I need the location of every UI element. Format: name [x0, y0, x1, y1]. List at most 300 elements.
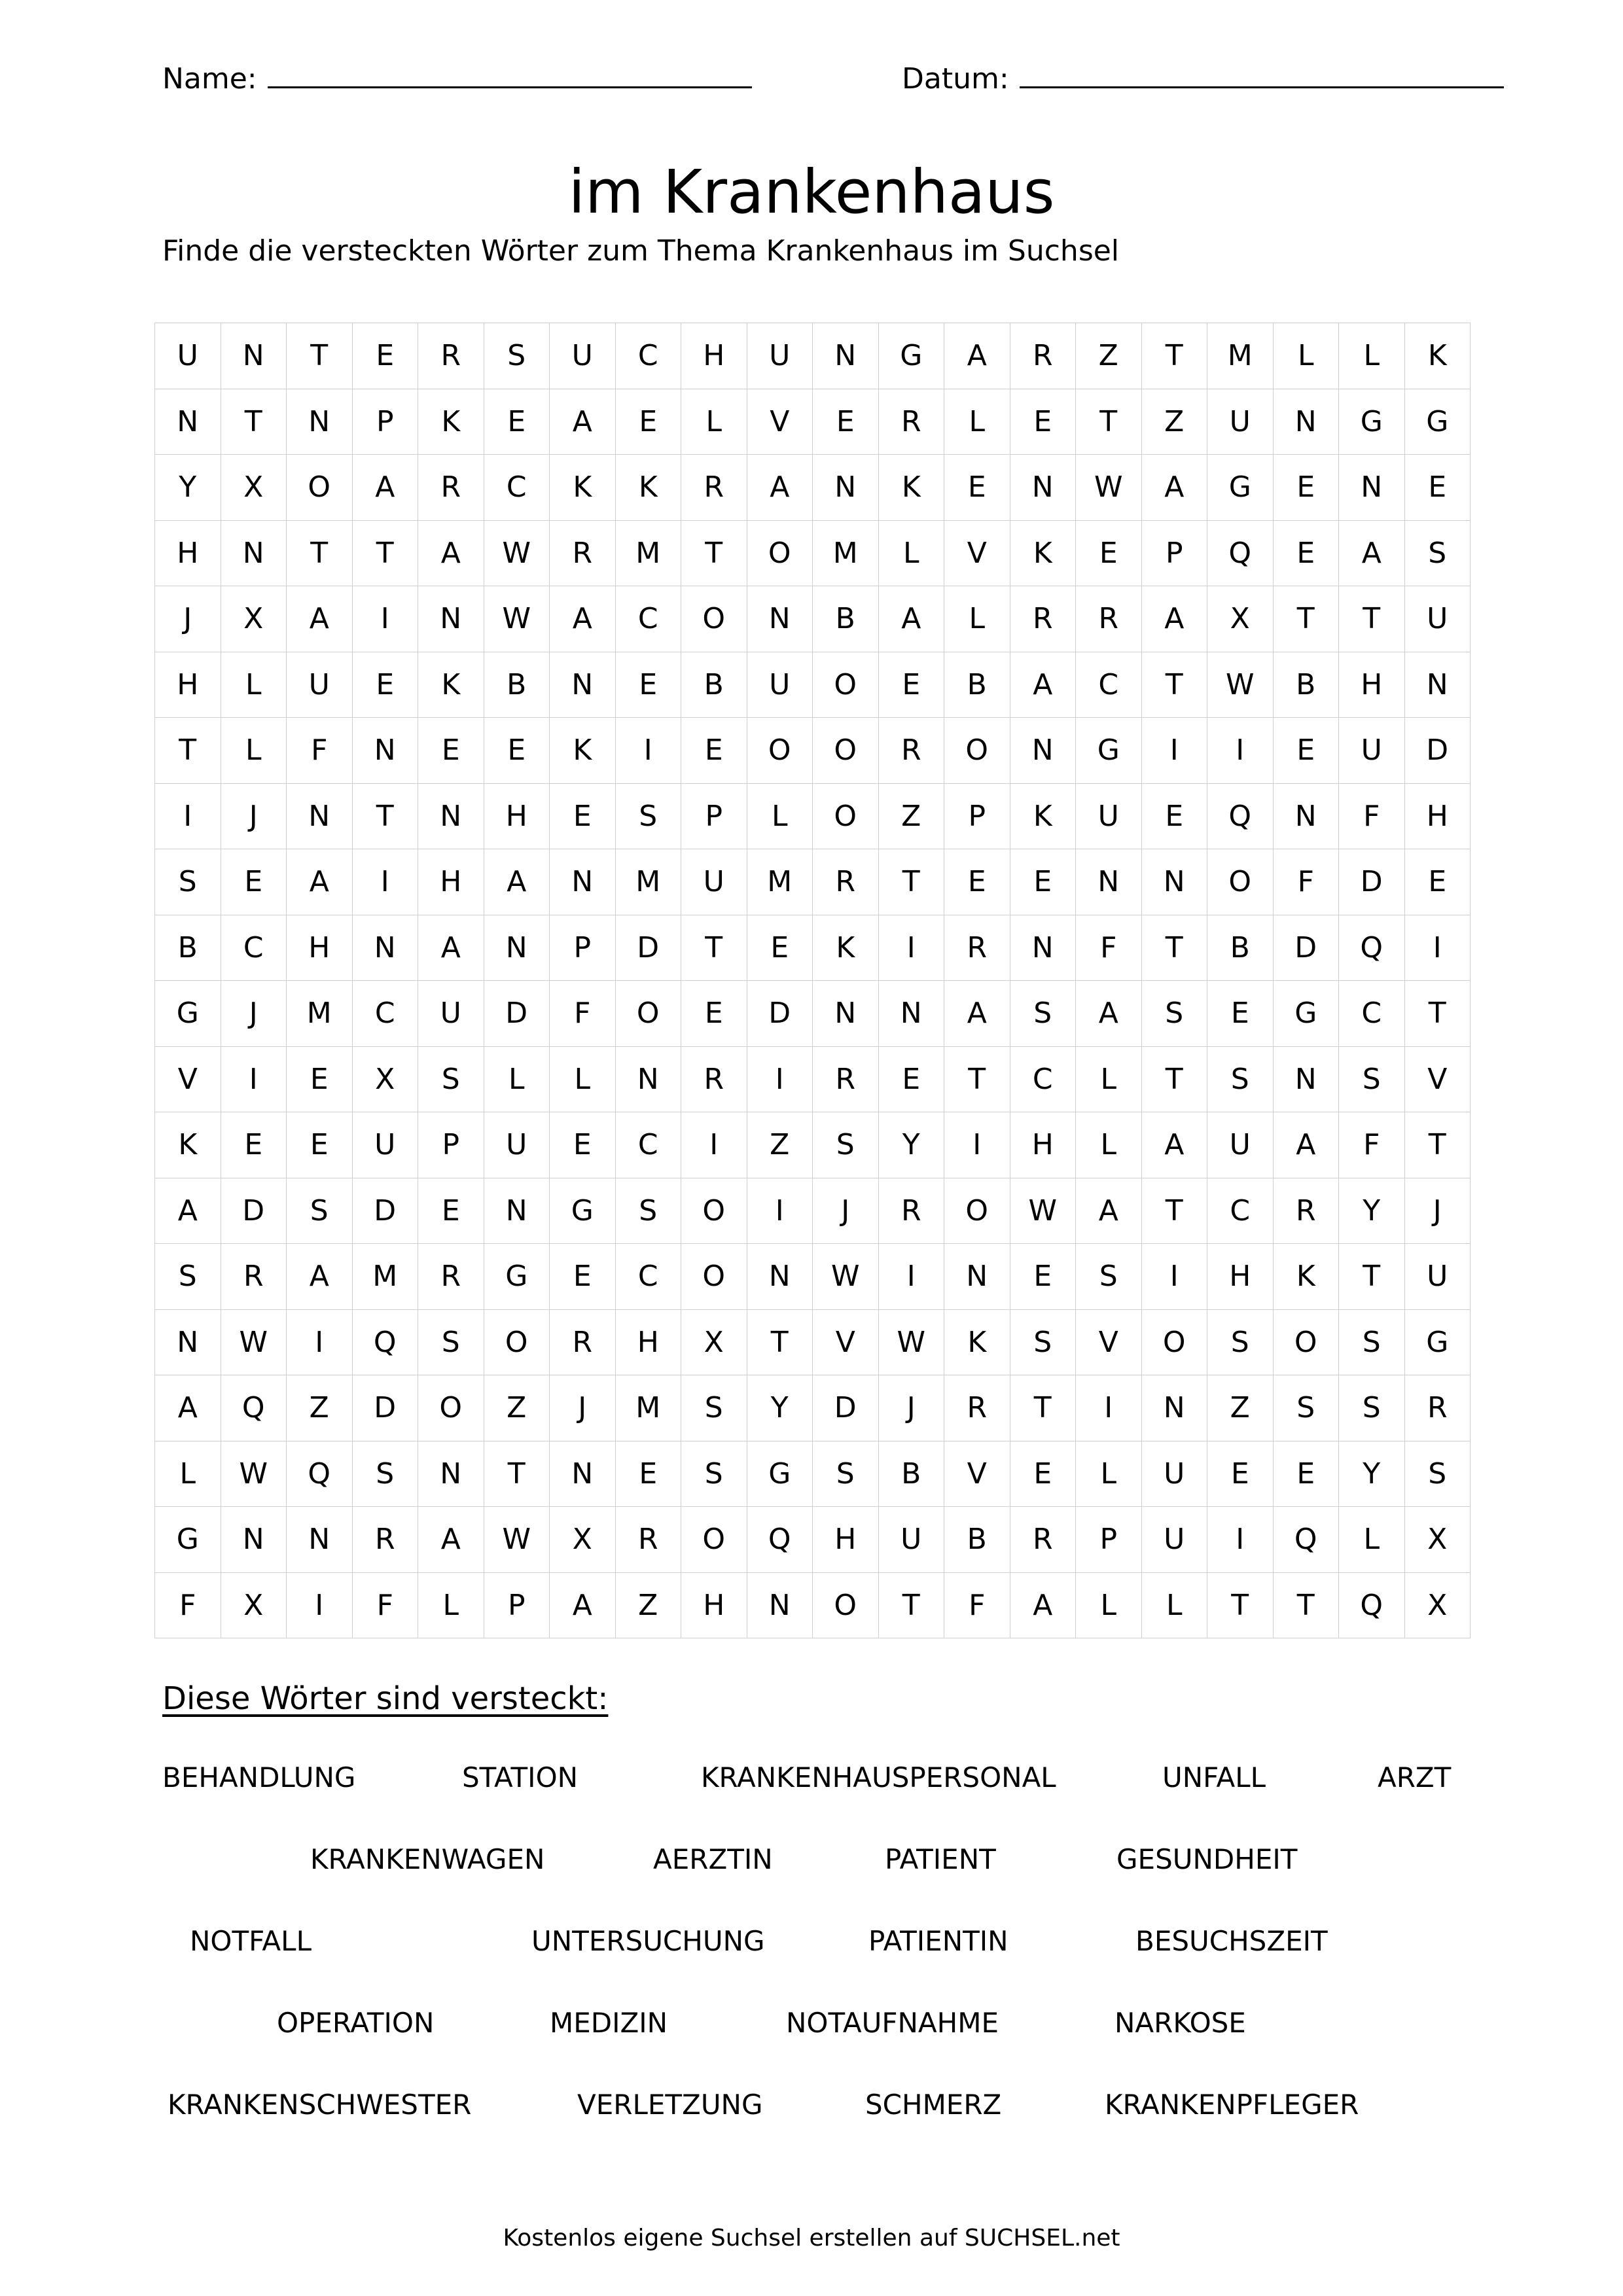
grid-cell: A: [1142, 1112, 1208, 1178]
grid-cell: E: [1405, 455, 1471, 521]
grid-cell: N: [616, 1047, 682, 1113]
grid-cell: R: [418, 455, 484, 521]
grid-cell: E: [944, 455, 1010, 521]
grid-cell: K: [944, 1310, 1010, 1376]
grid-cell: O: [418, 1375, 484, 1441]
grid-cell: T: [1274, 1573, 1340, 1639]
grid-cell: O: [944, 1178, 1010, 1245]
grid-cell: K: [616, 455, 682, 521]
grid-cell: W: [1207, 652, 1274, 718]
grid-cell: F: [1339, 1112, 1405, 1178]
grid-cell: G: [155, 981, 221, 1047]
grid-cell: D: [616, 915, 682, 981]
grid-cell: N: [1274, 389, 1340, 455]
grid-cell: S: [813, 1112, 879, 1178]
grid-cell: K: [1405, 323, 1471, 389]
grid-cell: I: [1076, 1375, 1142, 1441]
grid-cell: F: [944, 1573, 1010, 1639]
grid-cell: Z: [484, 1375, 550, 1441]
word-item: AERZTIN: [653, 1843, 773, 1875]
grid-cell: I: [747, 1178, 813, 1245]
grid-cell: G: [1405, 1310, 1471, 1376]
word-item: KRANKENHAUSPERSONAL: [701, 1761, 1056, 1793]
name-field: [162, 62, 752, 96]
grid-cell: C: [616, 1244, 682, 1310]
grid-cell: B: [681, 652, 747, 718]
grid-cell: L: [484, 1047, 550, 1113]
grid-cell: U: [747, 323, 813, 389]
grid-cell: L: [1076, 1112, 1142, 1178]
grid-cell: E: [550, 1244, 616, 1310]
grid-cell: R: [879, 1178, 945, 1245]
grid-cell: U: [681, 849, 747, 915]
grid-cell: O: [813, 784, 879, 850]
grid-cell: R: [418, 323, 484, 389]
grid-cell: R: [353, 1507, 419, 1573]
word-item: MEDIZIN: [550, 2007, 668, 2039]
grid-cell: E: [221, 849, 287, 915]
grid-cell: C: [1339, 981, 1405, 1047]
date-line: [1020, 86, 1504, 88]
grid-cell: D: [353, 1375, 419, 1441]
grid-cell: W: [1076, 455, 1142, 521]
grid-cell: M: [616, 521, 682, 587]
grid-cell: B: [484, 652, 550, 718]
grid-cell: V: [1405, 1047, 1471, 1113]
grid-cell: E: [616, 1441, 682, 1508]
grid-cell: Z: [287, 1375, 353, 1441]
grid-cell: L: [1142, 1573, 1208, 1639]
name-line: [268, 86, 752, 88]
grid-cell: T: [221, 389, 287, 455]
grid-cell: E: [1207, 981, 1274, 1047]
grid-cell: A: [418, 915, 484, 981]
grid-cell: B: [1207, 915, 1274, 981]
grid-cell: K: [813, 915, 879, 981]
grid-cell: I: [1405, 915, 1471, 981]
grid-cell: T: [1339, 586, 1405, 652]
grid-cell: R: [1010, 1507, 1077, 1573]
grid-cell: V: [1076, 1310, 1142, 1376]
grid-cell: R: [681, 455, 747, 521]
grid-cell: T: [1142, 323, 1208, 389]
grid-cell: C: [353, 981, 419, 1047]
grid-cell: A: [418, 521, 484, 587]
grid-cell: X: [550, 1507, 616, 1573]
grid-cell: W: [221, 1310, 287, 1376]
grid-cell: T: [484, 1441, 550, 1508]
grid-cell: K: [879, 455, 945, 521]
grid-cell: P: [1142, 521, 1208, 587]
grid-cell: O: [813, 1573, 879, 1639]
grid-cell: D: [1405, 718, 1471, 784]
grid-cell: A: [1010, 652, 1077, 718]
grid-cell: L: [221, 718, 287, 784]
grid-cell: T: [1010, 1375, 1077, 1441]
grid-cell: E: [813, 389, 879, 455]
grid-cell: A: [1274, 1112, 1340, 1178]
grid-cell: Q: [353, 1310, 419, 1376]
grid-cell: L: [1339, 323, 1405, 389]
grid-cell: Q: [1339, 915, 1405, 981]
grid-cell: X: [1405, 1507, 1471, 1573]
grid-cell: M: [813, 521, 879, 587]
grid-cell: K: [1010, 521, 1077, 587]
word-item: VERLETZUNG: [577, 2089, 763, 2121]
grid-cell: H: [287, 915, 353, 981]
grid-cell: C: [1076, 652, 1142, 718]
grid-cell: F: [287, 718, 353, 784]
word-item: SCHMERZ: [865, 2089, 1002, 2121]
grid-cell: H: [681, 1573, 747, 1639]
grid-cell: E: [616, 652, 682, 718]
grid-cell: A: [155, 1178, 221, 1245]
grid-cell: S: [155, 849, 221, 915]
grid-cell: I: [616, 718, 682, 784]
page-title: im Krankenhaus: [568, 157, 1055, 227]
grid-cell: T: [1142, 652, 1208, 718]
grid-cell: T: [1142, 915, 1208, 981]
grid-cell: N: [813, 455, 879, 521]
grid-cell: B: [813, 586, 879, 652]
grid-cell: N: [1010, 455, 1077, 521]
grid-cell: N: [484, 1178, 550, 1245]
grid-cell: G: [484, 1244, 550, 1310]
grid-cell: T: [1274, 586, 1340, 652]
grid-cell: S: [1339, 1310, 1405, 1376]
grid-cell: C: [616, 586, 682, 652]
grid-cell: L: [1339, 1507, 1405, 1573]
grid-cell: N: [353, 718, 419, 784]
grid-cell: N: [747, 1573, 813, 1639]
grid-cell: H: [418, 849, 484, 915]
grid-cell: Y: [879, 1112, 945, 1178]
grid-cell: D: [1274, 915, 1340, 981]
grid-cell: V: [155, 1047, 221, 1113]
grid-cell: S: [484, 323, 550, 389]
grid-cell: S: [681, 1441, 747, 1508]
grid-cell: N: [1339, 455, 1405, 521]
grid-cell: S: [1010, 1310, 1077, 1376]
grid-cell: A: [1142, 455, 1208, 521]
grid-cell: K: [550, 718, 616, 784]
grid-cell: E: [747, 915, 813, 981]
grid-cell: I: [353, 849, 419, 915]
grid-cell: S: [1076, 1244, 1142, 1310]
grid-cell: E: [550, 1112, 616, 1178]
grid-cell: Q: [221, 1375, 287, 1441]
grid-cell: T: [944, 1047, 1010, 1113]
word-list-heading: Diese Wörter sind versteckt:: [162, 1680, 609, 1717]
grid-cell: E: [353, 652, 419, 718]
grid-cell: T: [1142, 1178, 1208, 1245]
grid-cell: L: [944, 389, 1010, 455]
grid-cell: R: [616, 1507, 682, 1573]
grid-cell: V: [813, 1310, 879, 1376]
grid-cell: Z: [747, 1112, 813, 1178]
grid-cell: I: [155, 784, 221, 850]
grid-cell: G: [155, 1507, 221, 1573]
grid-cell: S: [1405, 1441, 1471, 1508]
grid-cell: E: [681, 981, 747, 1047]
grid-cell: S: [418, 1047, 484, 1113]
grid-cell: G: [1339, 389, 1405, 455]
grid-cell: Z: [616, 1573, 682, 1639]
grid-cell: S: [353, 1441, 419, 1508]
grid-cell: I: [1207, 718, 1274, 784]
grid-cell: N: [418, 586, 484, 652]
grid-cell: A: [550, 586, 616, 652]
grid-cell: I: [1207, 1507, 1274, 1573]
grid-cell: Q: [1274, 1507, 1340, 1573]
grid-cell: R: [813, 1047, 879, 1113]
grid-cell: D: [221, 1178, 287, 1245]
grid-cell: E: [1274, 1441, 1340, 1508]
grid-cell: M: [1207, 323, 1274, 389]
grid-cell: H: [813, 1507, 879, 1573]
grid-cell: E: [484, 389, 550, 455]
grid-cell: W: [221, 1441, 287, 1508]
grid-cell: F: [550, 981, 616, 1047]
grid-cell: S: [1274, 1375, 1340, 1441]
grid-cell: E: [1076, 521, 1142, 587]
grid-cell: S: [155, 1244, 221, 1310]
grid-cell: A: [418, 1507, 484, 1573]
name-label: Name:: [162, 62, 257, 96]
grid-cell: R: [221, 1244, 287, 1310]
grid-cell: N: [747, 1244, 813, 1310]
grid-cell: W: [484, 586, 550, 652]
grid-cell: C: [616, 1112, 682, 1178]
grid-cell: E: [1274, 521, 1340, 587]
word-item: BESUCHSZEIT: [1135, 1925, 1328, 1957]
grid-cell: H: [681, 323, 747, 389]
grid-cell: R: [1010, 323, 1077, 389]
grid-cell: E: [879, 652, 945, 718]
grid-cell: D: [353, 1178, 419, 1245]
grid-cell: Q: [1207, 521, 1274, 587]
grid-cell: D: [813, 1375, 879, 1441]
grid-cell: E: [616, 389, 682, 455]
grid-cell: E: [1405, 849, 1471, 915]
grid-cell: N: [1076, 849, 1142, 915]
grid-cell: U: [155, 323, 221, 389]
grid-cell: O: [1207, 849, 1274, 915]
grid-cell: I: [287, 1310, 353, 1376]
grid-cell: E: [1274, 718, 1340, 784]
grid-cell: T: [287, 521, 353, 587]
grid-cell: N: [550, 652, 616, 718]
grid-cell: S: [1405, 521, 1471, 587]
grid-cell: C: [616, 323, 682, 389]
grid-cell: M: [747, 849, 813, 915]
grid-cell: C: [484, 455, 550, 521]
grid-cell: E: [1010, 1244, 1077, 1310]
grid-cell: N: [1010, 915, 1077, 981]
grid-cell: L: [1076, 1047, 1142, 1113]
grid-cell: E: [550, 784, 616, 850]
grid-cell: U: [418, 981, 484, 1047]
grid-cell: E: [287, 1047, 353, 1113]
grid-cell: O: [681, 1178, 747, 1245]
word-item: KRANKENWAGEN: [310, 1843, 545, 1875]
grid-cell: H: [1405, 784, 1471, 850]
word-item: KRANKENSCHWESTER: [168, 2089, 472, 2121]
grid-cell: P: [681, 784, 747, 850]
grid-cell: Y: [1339, 1441, 1405, 1508]
grid-cell: E: [1142, 784, 1208, 850]
grid-cell: H: [155, 521, 221, 587]
grid-cell: N: [1142, 849, 1208, 915]
grid-cell: M: [616, 849, 682, 915]
grid-cell: A: [1010, 1573, 1077, 1639]
grid-cell: H: [484, 784, 550, 850]
grid-cell: P: [550, 915, 616, 981]
grid-cell: H: [1339, 652, 1405, 718]
grid-cell: Z: [879, 784, 945, 850]
grid-cell: P: [944, 784, 1010, 850]
grid-cell: I: [1142, 718, 1208, 784]
grid-cell: V: [944, 521, 1010, 587]
grid-cell: W: [484, 521, 550, 587]
grid-cell: H: [1207, 1244, 1274, 1310]
grid-cell: T: [1405, 1112, 1471, 1178]
grid-cell: F: [1076, 915, 1142, 981]
grid-cell: A: [155, 1375, 221, 1441]
grid-cell: I: [287, 1573, 353, 1639]
grid-cell: E: [353, 323, 419, 389]
grid-cell: N: [813, 981, 879, 1047]
grid-cell: T: [287, 323, 353, 389]
grid-cell: N: [550, 849, 616, 915]
grid-cell: S: [616, 1178, 682, 1245]
date-label: Datum:: [902, 62, 1009, 96]
grid-cell: K: [1010, 784, 1077, 850]
grid-cell: T: [1142, 1047, 1208, 1113]
grid-cell: R: [550, 521, 616, 587]
grid-cell: N: [221, 323, 287, 389]
grid-cell: B: [879, 1441, 945, 1508]
word-item: KRANKENPFLEGER: [1105, 2089, 1359, 2121]
grid-cell: L: [944, 586, 1010, 652]
grid-cell: K: [155, 1112, 221, 1178]
grid-cell: P: [418, 1112, 484, 1178]
grid-cell: I: [1142, 1244, 1208, 1310]
grid-cell: U: [1207, 389, 1274, 455]
grid-cell: W: [879, 1310, 945, 1376]
grid-cell: I: [879, 1244, 945, 1310]
grid-cell: S: [813, 1441, 879, 1508]
grid-cell: O: [681, 586, 747, 652]
grid-cell: G: [879, 323, 945, 389]
grid-cell: O: [484, 1310, 550, 1376]
grid-cell: C: [1207, 1178, 1274, 1245]
grid-cell: X: [681, 1310, 747, 1376]
grid-cell: P: [484, 1573, 550, 1639]
grid-cell: Q: [1339, 1573, 1405, 1639]
grid-cell: A: [1076, 981, 1142, 1047]
grid-cell: N: [221, 521, 287, 587]
grid-cell: I: [353, 586, 419, 652]
grid-cell: N: [1405, 652, 1471, 718]
grid-cell: S: [1339, 1047, 1405, 1113]
grid-cell: W: [813, 1244, 879, 1310]
grid-cell: A: [1142, 586, 1208, 652]
grid-cell: E: [418, 1178, 484, 1245]
grid-cell: G: [1076, 718, 1142, 784]
grid-cell: F: [1274, 849, 1340, 915]
grid-cell: O: [813, 718, 879, 784]
grid-cell: S: [1142, 981, 1208, 1047]
grid-cell: N: [418, 784, 484, 850]
grid-cell: W: [1010, 1178, 1077, 1245]
grid-cell: G: [747, 1441, 813, 1508]
word-item: NOTAUFNAHME: [786, 2007, 999, 2039]
grid-cell: A: [944, 981, 1010, 1047]
footer-credit: Kostenlos eigene Suchsel erstellen auf SUCHSEL.net: [503, 2225, 1120, 2252]
grid-cell: S: [616, 784, 682, 850]
grid-cell: N: [155, 389, 221, 455]
grid-cell: B: [1274, 652, 1340, 718]
grid-cell: A: [287, 849, 353, 915]
word-item: PATIENTIN: [868, 1925, 1008, 1957]
grid-cell: N: [550, 1441, 616, 1508]
grid-cell: I: [879, 915, 945, 981]
grid-cell: A: [944, 323, 1010, 389]
grid-cell: L: [747, 784, 813, 850]
grid-cell: N: [484, 915, 550, 981]
word-item: STATION: [462, 1761, 579, 1793]
grid-cell: T: [879, 849, 945, 915]
grid-cell: R: [1405, 1375, 1471, 1441]
grid-cell: T: [879, 1573, 945, 1639]
grid-cell: E: [1274, 455, 1340, 521]
grid-cell: U: [1142, 1507, 1208, 1573]
word-item: OPERATION: [277, 2007, 435, 2039]
grid-cell: S: [1010, 981, 1077, 1047]
grid-cell: W: [484, 1507, 550, 1573]
grid-cell: K: [418, 389, 484, 455]
grid-cell: A: [287, 1244, 353, 1310]
grid-cell: L: [418, 1573, 484, 1639]
grid-cell: J: [221, 784, 287, 850]
grid-cell: R: [418, 1244, 484, 1310]
grid-cell: U: [1405, 586, 1471, 652]
word-item: GESUNDHEIT: [1116, 1843, 1298, 1875]
grid-cell: O: [944, 718, 1010, 784]
grid-cell: L: [1076, 1441, 1142, 1508]
grid-cell: Y: [1339, 1178, 1405, 1245]
grid-cell: R: [681, 1047, 747, 1113]
grid-cell: H: [155, 652, 221, 718]
grid-cell: U: [550, 323, 616, 389]
word-item: ARZT: [1378, 1761, 1452, 1793]
grid-cell: R: [879, 718, 945, 784]
date-field: [902, 62, 1504, 96]
grid-cell: T: [155, 718, 221, 784]
grid-cell: U: [287, 652, 353, 718]
word-item: NARKOSE: [1115, 2007, 1246, 2039]
grid-cell: M: [616, 1375, 682, 1441]
word-item: PATIENT: [885, 1843, 996, 1875]
grid-cell: A: [747, 455, 813, 521]
grid-cell: D: [1339, 849, 1405, 915]
grid-cell: O: [747, 718, 813, 784]
grid-cell: V: [747, 389, 813, 455]
grid-cell: E: [221, 1112, 287, 1178]
grid-cell: X: [1207, 586, 1274, 652]
grid-cell: S: [418, 1310, 484, 1376]
